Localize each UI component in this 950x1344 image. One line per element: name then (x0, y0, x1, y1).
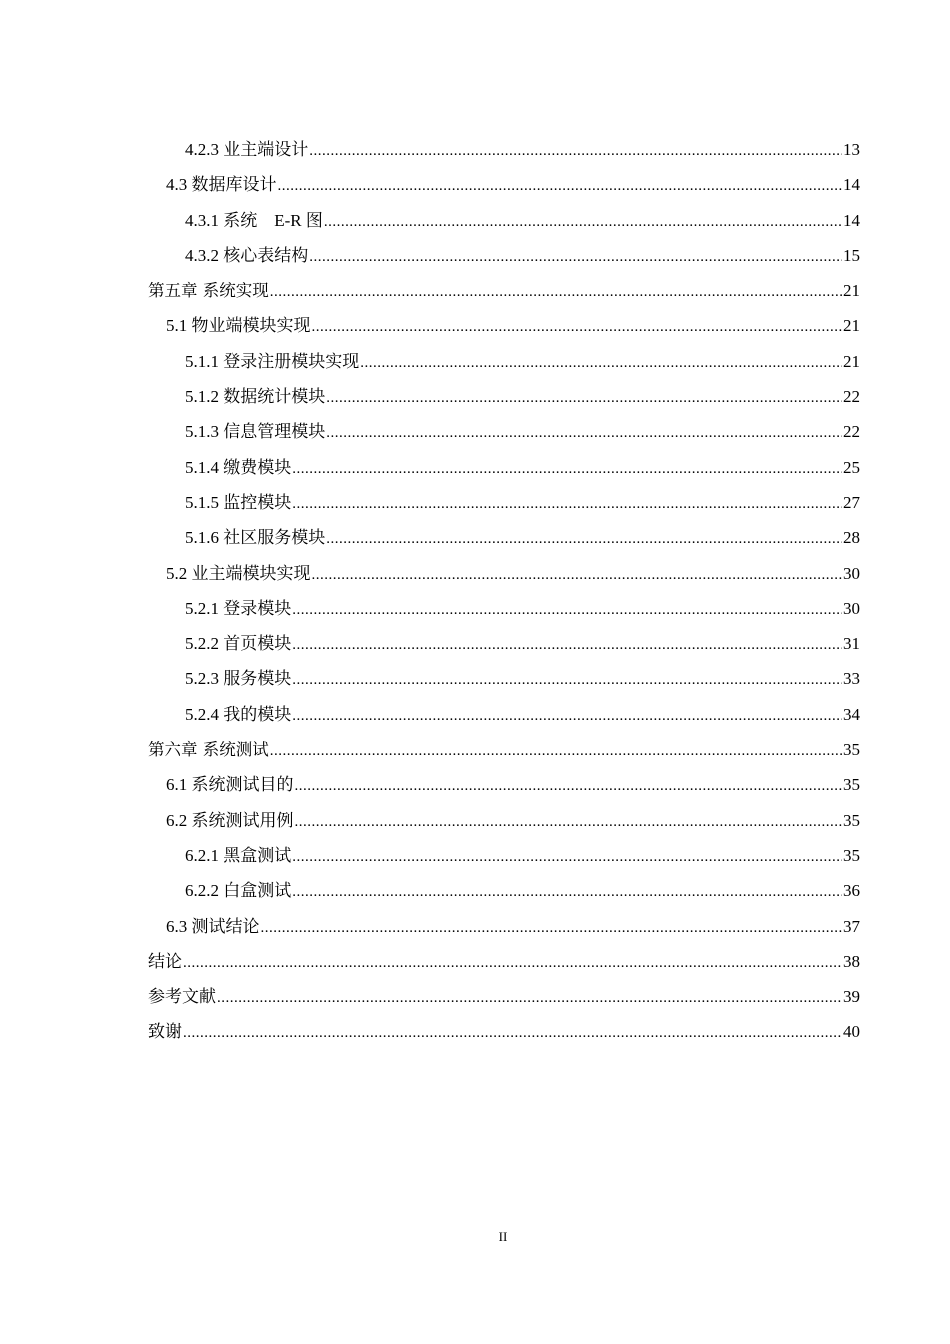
toc-entry-title: 6.2.2 白盒测试 (185, 881, 292, 901)
toc-dot-leader (292, 663, 842, 698)
toc-entry-title: 5.1.4 缴费模块 (185, 457, 292, 477)
toc-dot-leader (183, 1016, 842, 1051)
toc-entry[interactable] (148, 732, 860, 767)
toc-entry[interactable] (148, 979, 860, 1014)
toc-dot-leader (324, 205, 842, 240)
toc-dot-leader (292, 487, 842, 522)
toc-entry-page: 35 (843, 845, 860, 865)
toc-entry-page: 21 (843, 281, 860, 301)
toc-entry-title: 5.2.2 首页模块 (185, 634, 292, 654)
toc-dot-leader (292, 875, 842, 910)
toc-entry-page: 28 (843, 528, 860, 548)
toc-entry-title: 6.1 系统测试目的 (166, 775, 294, 795)
toc-entry-title: 5.1 物业端模块实现 (166, 316, 311, 336)
toc-dot-leader (312, 558, 843, 593)
toc-entry-title: 5.2.3 服务模块 (185, 669, 292, 689)
toc-entry-title: 5.1.2 数据统计模块 (185, 387, 326, 407)
toc-entry-title: 5.1.1 登录注册模块实现 (185, 351, 360, 371)
toc-dot-leader (278, 169, 843, 204)
toc-entry-title: 4.2.3 业主端设计 (185, 140, 309, 159)
toc-entry[interactable] (148, 520, 860, 555)
toc-dot-leader (270, 275, 842, 310)
toc-entry[interactable] (148, 1014, 860, 1049)
toc-dot-leader (309, 134, 842, 169)
toc-entry[interactable] (148, 838, 860, 873)
toc-dot-leader (326, 416, 842, 451)
toc-entry-page: 37 (843, 916, 860, 936)
toc-dot-leader (270, 734, 842, 769)
toc-entry-page: 35 (843, 775, 860, 795)
toc-entry-page: 13 (843, 140, 860, 159)
toc-dot-leader (295, 805, 843, 840)
toc-entry-title: 5.1.5 监控模块 (185, 492, 292, 512)
toc-entry-page: 15 (843, 245, 860, 265)
toc-entry-page: 21 (843, 316, 860, 336)
toc-entry-page: 22 (843, 422, 860, 442)
toc-dot-leader (292, 699, 842, 734)
toc-entry-page: 35 (843, 740, 860, 760)
toc-entry[interactable] (148, 661, 860, 696)
toc-dot-leader (292, 593, 842, 628)
toc-entry-page: 25 (843, 457, 860, 477)
toc-entry[interactable] (148, 556, 860, 591)
toc-entry-title: 5.1.6 社区服务模块 (185, 528, 326, 548)
toc-entry-page: 14 (843, 210, 860, 230)
toc-entry-page: 38 (843, 951, 860, 971)
toc-entry-title: 4.3.1 系统 E-R 图 (185, 210, 323, 230)
toc-entry[interactable] (148, 238, 860, 273)
toc-entry[interactable] (148, 273, 860, 308)
toc-entry-title: 5.2.4 我的模块 (185, 704, 292, 724)
toc-entry-page: 36 (843, 881, 860, 901)
toc-entry-title: 5.1.3 信息管理模块 (185, 422, 326, 442)
toc-entry-page: 35 (843, 810, 860, 830)
toc-dot-leader (309, 240, 842, 275)
toc-entry[interactable] (148, 626, 860, 661)
toc-entry[interactable] (148, 803, 860, 838)
toc-entry-page: 40 (843, 1022, 860, 1042)
toc-entry[interactable] (148, 167, 860, 202)
toc-entry[interactable] (148, 873, 860, 908)
toc-dot-leader (183, 946, 842, 981)
page-number: II (498, 1229, 508, 1244)
toc-dot-leader (326, 381, 842, 416)
toc-entry[interactable] (148, 344, 860, 379)
toc-entry-page: 31 (843, 634, 860, 654)
toc-entry-title: 4.3.2 核心表结构 (185, 245, 309, 265)
toc-entry-page: 14 (843, 175, 860, 195)
toc-entry-title: 6.2 系统测试用例 (166, 810, 294, 830)
toc-entry-page: 30 (843, 598, 860, 618)
toc-entry[interactable] (148, 697, 860, 732)
toc-entry[interactable] (148, 379, 860, 414)
toc-dot-leader (292, 628, 842, 663)
toc-entry-page: 21 (843, 351, 860, 371)
table-of-contents (148, 132, 860, 1050)
toc-entry-page: 39 (843, 987, 860, 1007)
toc-entry-title: 5.2.1 登录模块 (185, 598, 292, 618)
toc-entry-title: 6.2.1 黑盒测试 (185, 845, 292, 865)
toc-entry[interactable] (148, 909, 860, 944)
toc-entry-title: 结论 (148, 951, 182, 971)
toc-entry-page: 34 (843, 704, 860, 724)
toc-entry-page: 27 (843, 492, 860, 512)
toc-dot-leader (292, 840, 842, 875)
toc-dot-leader (217, 981, 842, 1016)
toc-entry-page: 30 (843, 563, 860, 583)
toc-entry[interactable] (148, 132, 860, 167)
toc-entry-title: 参考文献 (148, 987, 216, 1007)
toc-entry[interactable] (148, 308, 860, 343)
toc-dot-leader (292, 452, 842, 487)
toc-entry-title: 4.3 数据库设计 (166, 175, 277, 195)
toc-entry[interactable] (148, 203, 860, 238)
toc-entry-title: 第六章 系统测试 (148, 740, 269, 760)
toc-dot-leader (312, 310, 843, 345)
toc-entry-title: 5.2 业主端模块实现 (166, 563, 311, 583)
toc-entry-title: 6.3 测试结论 (166, 916, 260, 936)
toc-entry-page: 33 (843, 669, 860, 689)
toc-dot-leader (295, 769, 843, 804)
toc-entry-title: 致谢 (148, 1022, 182, 1042)
toc-entry[interactable] (148, 485, 860, 520)
toc-entry[interactable] (148, 591, 860, 626)
toc-entry[interactable] (148, 767, 860, 802)
toc-dot-leader (326, 522, 842, 557)
toc-dot-leader (360, 346, 842, 381)
toc-entry[interactable] (148, 414, 860, 449)
toc-entry-page: 22 (843, 387, 860, 407)
toc-entry-title: 第五章 系统实现 (148, 281, 269, 301)
toc-entry[interactable] (148, 944, 860, 979)
toc-entry[interactable] (148, 450, 860, 485)
toc-dot-leader (261, 911, 843, 946)
